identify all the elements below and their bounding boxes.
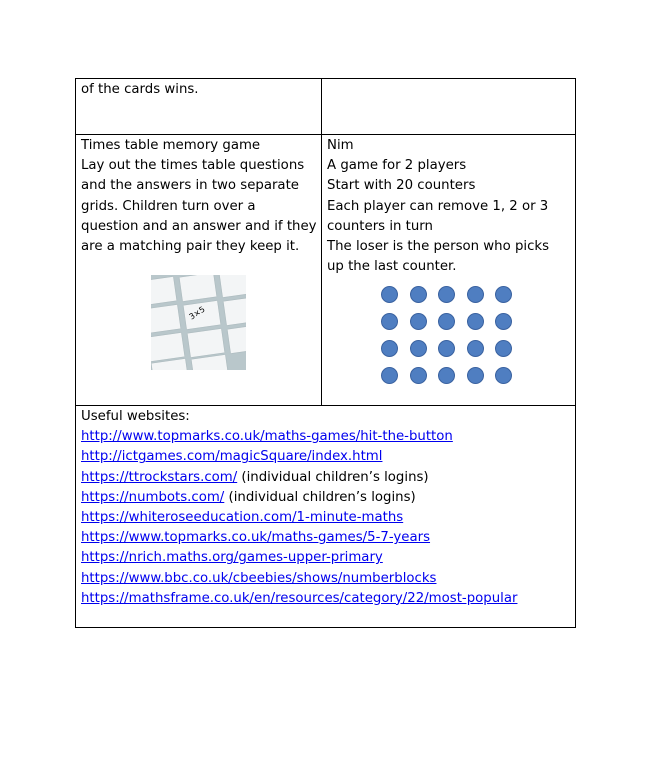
nim-text: counters in turn: [327, 218, 433, 234]
photo-card: [183, 301, 220, 329]
website-item: [81, 589, 570, 609]
websites-cell: [76, 406, 575, 627]
table-row: [76, 406, 575, 627]
nim-title: Nim: [327, 138, 354, 153]
nim-counter: [381, 313, 398, 330]
nim-counter: [410, 367, 427, 384]
nim-text: up the last counter.: [327, 259, 457, 275]
nim-counter: [467, 286, 484, 303]
website-link[interactable]: https://nrich.maths.org/games-upper-primary: [81, 550, 383, 566]
nim-counters: [381, 286, 521, 386]
memory-game-text: are a matching pair they keep it.: [81, 239, 300, 255]
memory-game-text: Lay out the times table questions: [81, 158, 305, 174]
nim-counter: [495, 313, 512, 330]
photo-card: [219, 275, 246, 297]
nim-counter: [438, 340, 455, 357]
cell-text: of the cards wins.: [81, 82, 199, 97]
nim-counter: [495, 340, 512, 357]
photo-card: [187, 329, 224, 357]
photo-card: [223, 297, 246, 325]
website-item: [81, 528, 570, 548]
nim-counter: [495, 286, 512, 303]
nim-counter: [410, 286, 427, 303]
memory-game-cell: [76, 135, 322, 405]
nim-counter: [438, 313, 455, 330]
website-item: [81, 548, 570, 568]
website-link[interactable]: http://www.topmarks.co.uk/maths-games/hit-the-button: [81, 429, 453, 445]
nim-counter: [467, 313, 484, 330]
photo-card: [227, 325, 246, 353]
nim-counter: [467, 340, 484, 357]
nim-text: The loser is the person who picks: [327, 239, 550, 255]
nim-counter: [381, 340, 398, 357]
nim-text: Each player can remove 1, 2 or 3: [327, 198, 549, 214]
memory-cards-photo: [151, 275, 246, 370]
nim-counter: [467, 367, 484, 384]
website-item: [81, 488, 570, 508]
website-item: [81, 468, 570, 488]
website-item: [81, 427, 570, 447]
photo-card: [179, 275, 216, 301]
table-row: [76, 135, 575, 406]
website-link[interactable]: https://www.topmarks.co.uk/maths-games/5-7-years: [81, 530, 431, 546]
photo-card: [191, 355, 228, 370]
nim-counter: [410, 313, 427, 330]
websites-heading: Useful websites:: [81, 409, 190, 424]
website-link[interactable]: https://whiteroseeducation.com/1-minute-maths: [81, 510, 404, 526]
website-link[interactable]: https://ttrockstars.com/: [81, 469, 238, 485]
website-note: (individual children’s logins): [237, 469, 429, 485]
nim-counter: [495, 367, 512, 384]
memory-game-text: grids. Children turn over a: [81, 198, 256, 214]
website-note: (individual children’s logins): [224, 489, 416, 505]
table-cell-empty: [322, 79, 575, 134]
photo-card-text: 3×5: [187, 304, 207, 322]
photo-card: [151, 333, 185, 361]
memory-game-title: Times table memory game: [81, 138, 261, 153]
website-link[interactable]: https://www.bbc.co.uk/cbeebies/shows/numberblocks: [81, 570, 437, 586]
nim-counter: [410, 340, 427, 357]
table-row: [76, 79, 575, 135]
website-item: [81, 569, 570, 589]
nim-counter: [438, 286, 455, 303]
photo-card: [151, 277, 177, 305]
nim-text: A game for 2 players: [327, 158, 467, 174]
website-link[interactable]: https://numbots.com/: [81, 489, 225, 505]
activities-table: [75, 78, 576, 628]
nim-counter: [381, 286, 398, 303]
nim-counter: [381, 367, 398, 384]
nim-cell: [322, 135, 575, 405]
memory-game-text: and the answers in two separate: [81, 178, 299, 194]
table-cell: [76, 79, 322, 134]
website-item: [81, 508, 570, 528]
nim-counter: [438, 367, 455, 384]
nim-text: Start with 20 counters: [327, 178, 476, 194]
memory-game-text: question and an answer and if they: [81, 218, 317, 234]
website-item: [81, 447, 570, 467]
website-link[interactable]: http://ictgames.com/magicSquare/index.html: [81, 449, 383, 465]
photo-card: [151, 359, 188, 370]
photo-card: [151, 305, 181, 333]
website-link[interactable]: https://mathsframe.co.uk/en/resources/category/22/most-popular: [81, 590, 518, 606]
